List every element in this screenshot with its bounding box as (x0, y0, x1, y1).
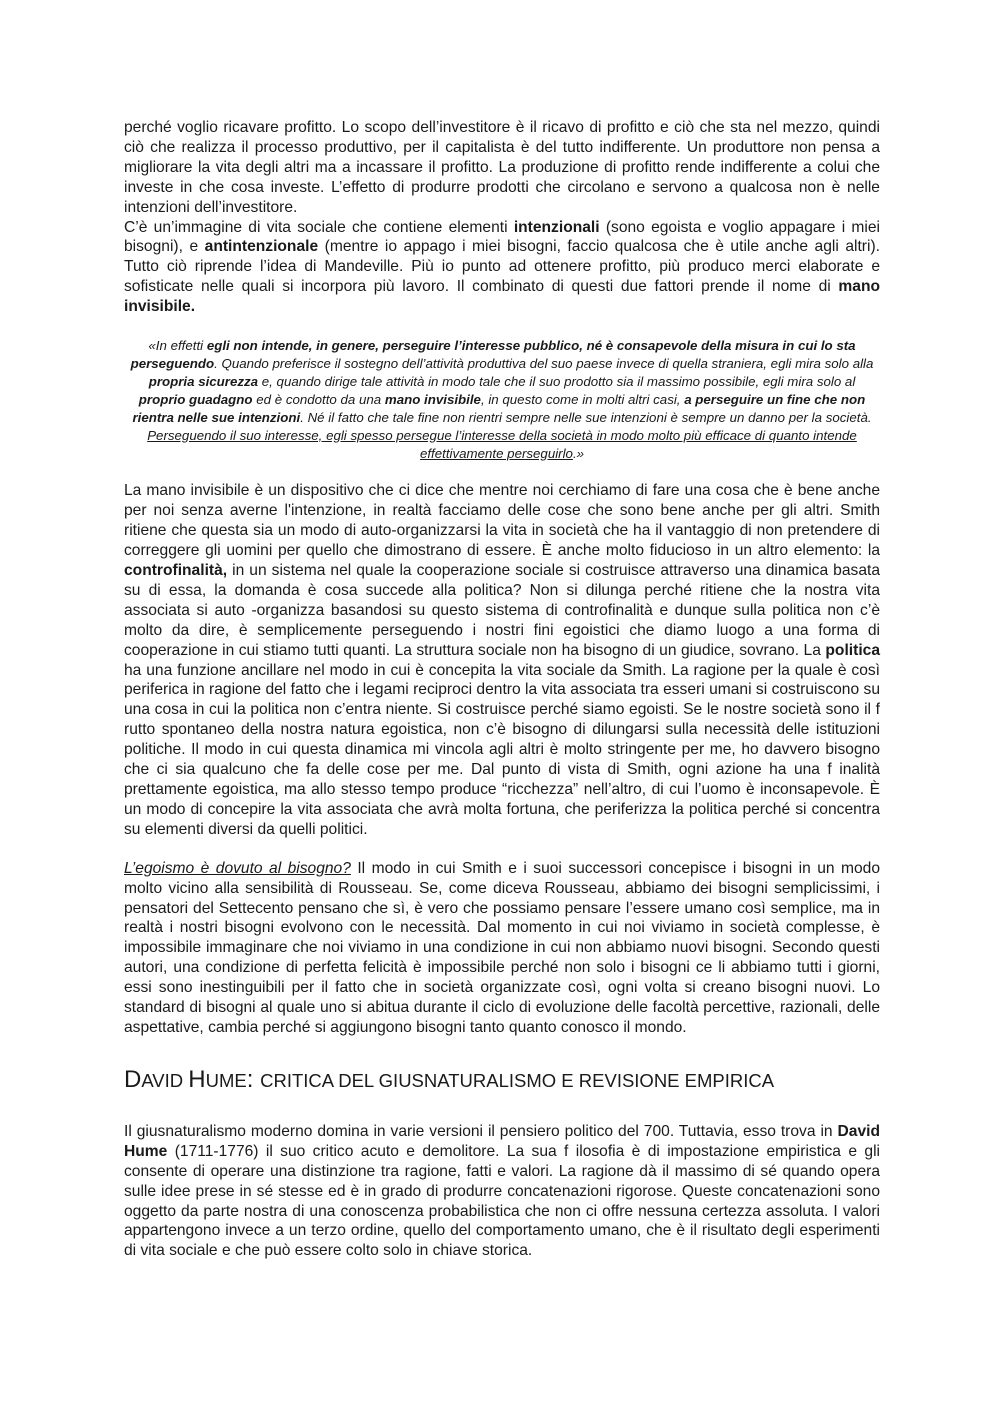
paragraph-needs: L’egoismo è dovuto al bisogno? Il modo in cui Smith e i suoi successori concepisce i bisogni in un modo molto vicino alla sensibilità di Rousseau. Se, come diceva Rousseau, abbiamo dei bisogni semplicissimi, i pensatori del Settecento pensano che sì, è vero che possiamo pensare l’essere umano così semplice, ma in realtà i nostri bisogni evolvono con le necessità. Dal momento in cui noi viviamo in società complesse, è impossibile immaginare che noi viviamo in una condizione in cui non abbiamo nuovi bisogni. Secondo questi autori, una condizione di perfetta felicità è impossibile perché non solo i bisogni ce li abbiamo tutti i giorni, essi sono inestinguibili per il fatto che in società organizzate così, ogni volta si creano bisogni nuovi. Lo standard di bisogni al quale uno si abitua durante il ciclo di evoluzione delle facoltà percettive, razionali, delle aspettative, cambia perché si aggiungono bisogni tanto quanto conosco il mondo. (124, 859, 880, 1036)
section-heading-hume: DAVID HUME: CRITICA DEL GIUSNATURALISMO E REVISIONE EMPIRICA (124, 1065, 775, 1093)
smith-quote: «In effetti egli non intende, in genere, perseguire l’interesse pubblico, né è consapevole della misura in cui lo sta perseguendo. Quando preferisce il sostegno dell’attività produttiva del suo paese invece di quella straniera, egli mira solo alla propria sicurezza e, quando dirige tale attività in modo tale che il suo prodotto sia il massimo possibile, egli mira solo al proprio guadagno ed è condotto da una mano invisibile, in questo come in molti altri casi, a perseguire un fine che non rientra nelle sue intenzioni. Né il fatto che tale fine non rientri sempre nelle sue intenzioni è sempre un danno per la società. Perseguendo il suo interesse, egli spesso persegue l’interesse della società in modo molto più efficace di quanto intende effettivamente perseguirlo.» (130, 338, 874, 461)
paragraph-profit: perché voglio ricavare profitto. Lo scopo dell’investitore è il ricavo di profitto e ciò che sta nel mezzo, quindi ciò che realizza il processo produttivo, per il capitalista è del tutto indifferente. Un produttore non pensa a migliorare la vita degli altri ma a incassare il profitto. La produzione di profitto rende indifferente a colui che investe in che cosa investe. L’effetto di produrre prodotti che circolano e servono a qualcosa non è nelle intenzioni dell’investitore. (124, 119, 880, 216)
paragraph-invisible-hand-intro: C’è un’immagine di vita sociale che contiene elementi intenzionali (sono egoista e voglio appagare i miei bisogni), e antintenzionale (mentre io appago i miei bisogni, faccio qualcosa che è utile anche agli altri). Tutto ciò riprende l’idea di Mandeville. Più io punto ad ottenere profitto, più produco merci elaborate e sofisticate nelle quali si incorpora più lavoro. Il combinato di questi due fattori prende il nome di mano invisibile. (124, 218, 880, 316)
paragraph-hume: Il giusnaturalismo moderno domina in varie versioni il pensiero politico del 700. Tuttavia, esso trova in David Hume (1711-1776) il suo critico acuto e demolitore. La sua f ilosofia è di impostazione empiristica e gli consente di operare una distinzione tra ragione, fatti e valori. La ragione dà il massimo di sé quando opera sulle idee prese in sé stesse ed è in grado di produrre concatenazioni rigorose. Queste concatenazioni sono oggetto da parte nostra di una conoscenza probabilistica che non ci offre nessuna certezza assoluta. I valori appartengono invece a un terzo ordine, quello del comportamento umano, che è il risultato degli esperimenti di vita sociale e che può essere colto solo in chiave storica. (124, 1122, 880, 1260)
paragraph-invisible-hand: La mano invisibile è un dispositivo che ci dice che mentre noi cerchiamo di fare una cosa che è bene anche per noi senza averne l'intenzione, in realtà facciamo delle cose che sono bene anche per gli altri. Smith ritiene che questa sia un modo di auto-organizzarsi la vita in società che ha il vantaggio di non pretendere di correggere gli uomini per quello che dimostrano di essere. È anche molto fiducioso in un altro elemento: la controfinalità, in un sistema nel quale la cooperazione sociale si costruisce attraverso una dinamica basata su di essa, la domanda è cosa succede alla politica? Non si dilunga perché ritiene che la nostra vita associata si auto -organizza basandosi su questo sistema di controfinalità e dunque sulla politica non c’è molto da dire, è semplicemente perseguendo i nostri fini egoistici che diamo luogo a una forma di cooperazione in cui stiamo tutti quanti. La struttura sociale non ha bisogno di un giudice, sovrano. La politica ha una funzione ancillare nel modo in cui è concepita la vita sociale da Smith. La ragione per la quale è così periferica in ragione del fatto che i legami reciproci dentro la vita associata tra esseri umani si costruiscono su una cosa in cui la politica non c’entra niente. Si costruisce perché siamo egoisti. Se le nostre società sono il f rutto spontaneo della nostra natura egoistica, non c’è bisogno di dilungarsi sulla necessità delle istituzioni politiche. Il modo in cui questa dinamica mi vincola agli altri è molto stringente per me, ho davvero bisogno che ci sia qualcuno che fa delle cose per me. Dal punto di vista di Smith, ogni azione ha una f inalità prettamente egoistica, ma allo stesso tempo produce “ricchezza” nell’altro, di cui l’uomo è inconsapevole. È un modo di concepire la vita associata che avrà molta fortuna, che periferizza la politica perché si concentra su elementi diversi da quelli politici. (124, 482, 880, 838)
document-page (124, 118, 880, 1261)
